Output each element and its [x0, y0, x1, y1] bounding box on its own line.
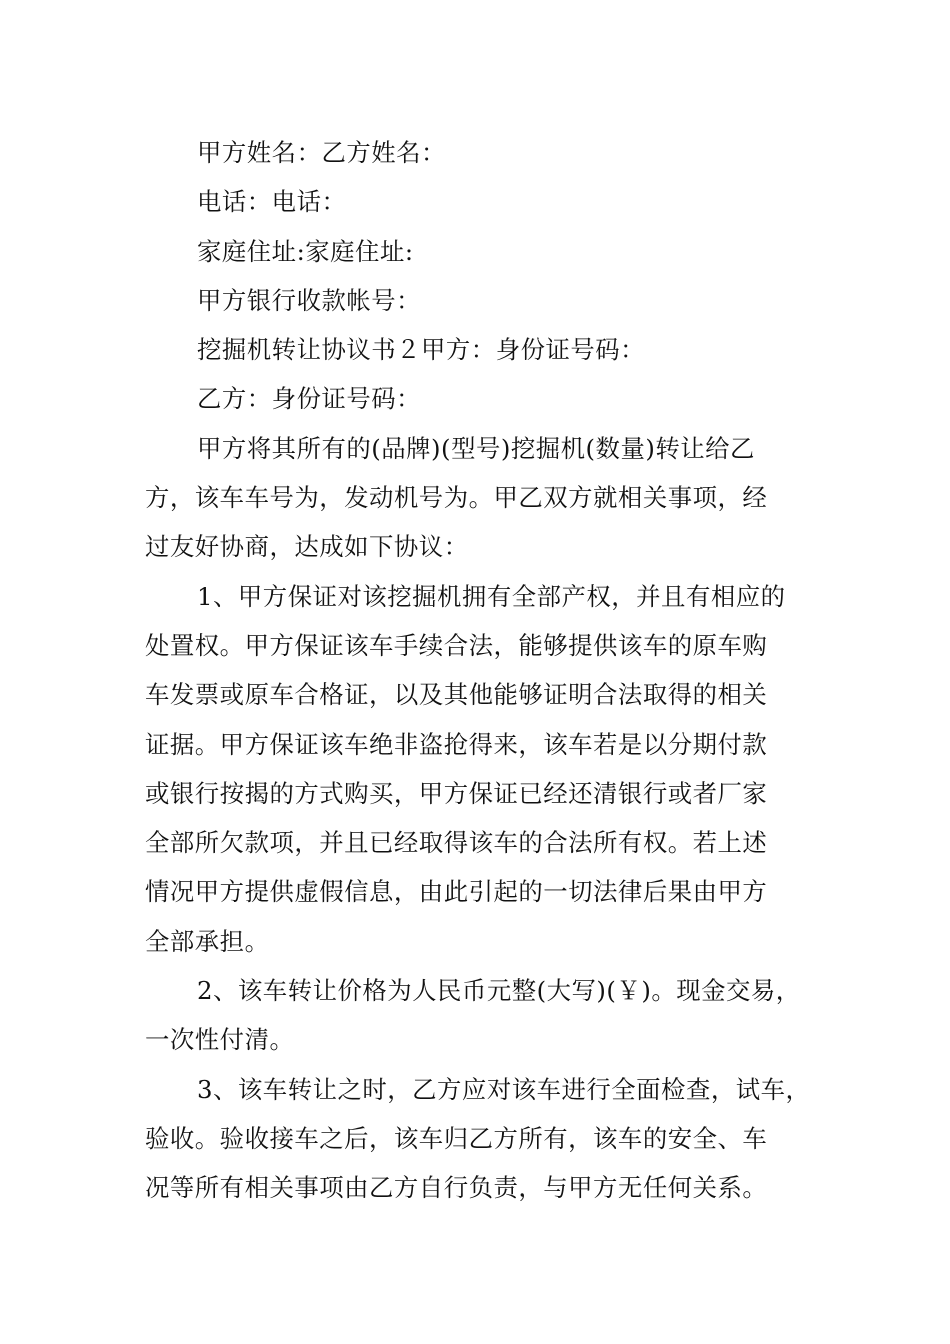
party-b-id-line: 乙方：身份证号码： — [197, 384, 422, 414]
intro-paragraph-line-2: 方，该车车号为，发动机号为。甲乙双方就相关事项，经 — [145, 483, 768, 513]
clause-3-line-3: 况等所有相关事项由乙方自行负责，与甲方无任何关系。 — [145, 1173, 768, 1203]
clause-2-line-2: 一次性付清。 — [145, 1025, 295, 1055]
clause-2-line-1: 2、该车转让价格为人民币元整(大写)(￥)。现金交易， — [197, 976, 801, 1006]
clause-1-line-5: 或银行按揭的方式购买，甲方保证已经还清银行或者厂家 — [145, 778, 768, 808]
bank-account-line: 甲方银行收款帐号： — [197, 285, 422, 315]
phone-line: 电话：电话： — [197, 187, 347, 217]
intro-paragraph-line-3: 过友好协商，达成如下协议： — [145, 532, 469, 562]
clause-3-line-1: 3、该车转让之时，乙方应对该车进行全面检查，试车， — [197, 1074, 811, 1104]
clause-1-line-6: 全部所欠款项，并且已经取得该车的合法所有权。若上述 — [145, 828, 768, 858]
clause-1-line-1: 1、甲方保证对该挖掘机拥有全部产权，并且有相应的 — [197, 581, 786, 611]
address-line: 家庭住址:家庭住址: — [197, 236, 414, 266]
clause-1-line-7: 情况甲方提供虚假信息，由此引起的一切法律后果由甲方 — [145, 877, 768, 907]
clause-3-line-2: 验收。验收接车之后，该车归乙方所有，该车的安全、车 — [145, 1123, 768, 1153]
intro-paragraph-line-1: 甲方将其所有的(品牌)(型号)挖掘机(数量)转让给乙 — [197, 433, 755, 463]
document-body — [145, 128, 810, 1213]
party-a-id-line: 挖掘机转让协议书２甲方：身份证号码： — [197, 335, 646, 365]
party-names-line: 甲方姓名：乙方姓名： — [197, 138, 446, 167]
clause-1-line-4: 证据。甲方保证该车绝非盗抢得来，该车若是以分期付款 — [145, 729, 768, 759]
clause-1-line-8: 全部承担。 — [145, 926, 270, 956]
clause-1-line-3: 车发票或原车合格证，以及其他能够证明合法取得的相关 — [145, 680, 768, 710]
clause-1-line-2: 处置权。甲方保证该车手续合法，能够提供该车的原车购 — [145, 630, 768, 660]
